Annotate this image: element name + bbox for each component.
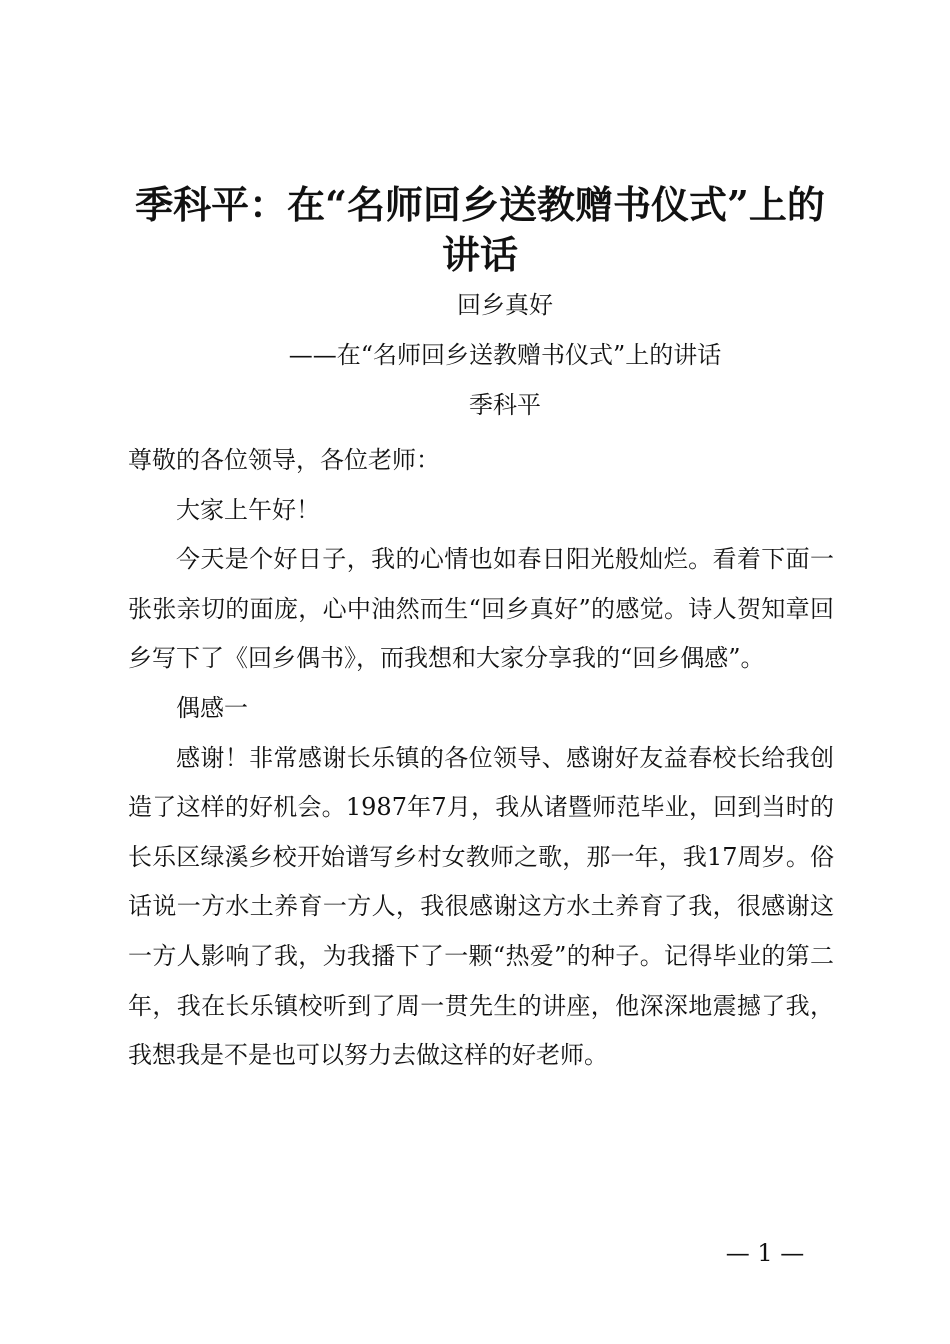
page-number: — 1 —	[725, 1239, 805, 1267]
speech-subtitle: ——在“名师回乡送教赠书仪式”上的讲话	[288, 341, 722, 369]
document-body	[128, 436, 834, 1081]
greeting-paragraph: 大家上午好！	[176, 495, 320, 524]
speech-title: 回乡真好	[457, 291, 553, 319]
document-title: 季科平：在“名师回乡送教赠书仪式”上的讲话	[135, 182, 825, 277]
salutation-paragraph: 尊敬的各位领导，各位老师：	[128, 446, 440, 474]
body-paragraph: 感谢！非常感谢长乐镇的各位领导、感谢好友益春校长给我创造了这样的好机会。1987年7月，我从诸暨师范毕业，回到当时的长乐区绿溪乡校开始谱写乡村女教师之歌，那一年，我17周岁。俗话说一方水土养育一方人，我很感谢这方水土养育了我，很感谢这一方人影响了我，为我播下了一颗“热爱”的种子。记得毕业的第二年，我在长乐镇校听到了周一贯先生的讲座，他深深地震撼了我，我想我是不是也可以努力去做这样的好老师。	[128, 743, 834, 1070]
section-heading: 偶感一	[176, 693, 248, 722]
body-paragraph: 今天是个好日子，我的心情也如春日阳光般灿烂。看着下面一张张亲切的面庞，心中油然而生“回乡真好”的感觉。诗人贺知章回乡写下了《回乡偶书》，而我想和大家分享我的“回乡偶感”。	[128, 545, 834, 673]
author-name: 季科平	[469, 391, 541, 419]
